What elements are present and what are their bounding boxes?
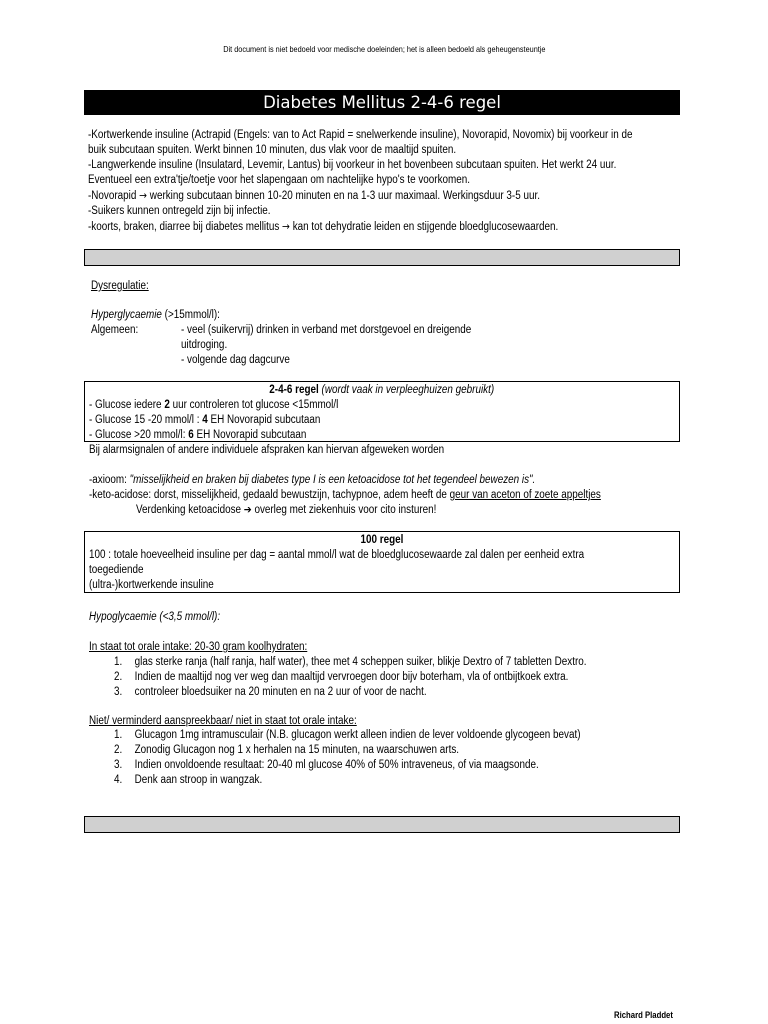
row3-c: EH Novorapid subcutaan <box>193 429 307 441</box>
row1-a: - Glucose iedere <box>89 399 165 411</box>
hypoglycaemie-heading <box>89 610 241 625</box>
list-item <box>114 728 581 743</box>
item-number: 2. <box>114 744 123 756</box>
row3-a: - Glucose >20 mmol/l: <box>89 429 189 441</box>
alarm-text: Bij alarmsignalen of andere individuele afspraken kan hiervan afgeweken worden <box>89 444 445 456</box>
axioom-line <box>89 473 608 488</box>
list-item <box>114 773 581 788</box>
intro-line-4: Eventueel een extra'tje/toetje voor het slapengaan om nachtelijke hypo's te voorkomen. <box>88 174 471 186</box>
oral-heading-text: In staat tot orale intake: 20-30 gram koolhydraten: <box>89 641 308 653</box>
list-item <box>114 670 587 685</box>
right-arrow-icon: → <box>139 189 148 202</box>
item-number: 1. <box>114 656 123 668</box>
item-number: 3. <box>114 759 123 771</box>
item-text: Zonodig Glucagon nog 1 x herhalen na 15 minuten, na waarschuwen arts. <box>134 744 460 756</box>
item-text: Indien onvoldoende resultaat: 20-40 ml glucose 40% of 50% intraveneus, of via maagsonde. <box>134 759 539 771</box>
dysregulatie-heading <box>91 279 158 294</box>
hyperglycaemie-heading <box>91 308 241 323</box>
rule-246-row-3 <box>89 428 596 443</box>
item-number: 1. <box>114 729 123 741</box>
item-text: controleer bloedsuiker na 20 minuten en na 2 uur of voor de nacht. <box>134 686 427 698</box>
rule-246-row-1 <box>89 398 596 413</box>
intro-line-7-end: kan tot dehydratie leiden en stijgende bloedglucosewaarden. <box>289 221 559 233</box>
hypo-heading-text: Hypoglycaemie (<3,5 mmol/l): <box>89 611 221 623</box>
hyper-list <box>181 323 519 368</box>
rule-100-box <box>84 531 680 593</box>
dysregulatie-label: Dysregulatie: <box>91 280 149 292</box>
oral-intake-heading <box>89 640 343 655</box>
intro-line-1: -Kortwerkende insuline (Actrapid (Engels: van to Act Rapid = snelwerkende insuline), Novorapid, Novomix) bij voorkeur in de <box>88 129 633 141</box>
list-item <box>114 685 587 700</box>
item-number: 4. <box>114 774 123 786</box>
oral-intake-list <box>114 655 663 700</box>
rule-246-rows <box>85 398 679 443</box>
section-divider-bar <box>84 816 680 833</box>
keto-underlined: geur van aceton of zoete appeltjes <box>449 489 601 501</box>
row3-b: 6 <box>188 429 194 441</box>
intro-line-2: buik subcutaan spuiten. Werkt binnen 10 minuten, dus vlak voor de maaltijd spuiten. <box>88 144 457 156</box>
intro-line-7-start: -koorts, braken, diarree bij diabetes mellitus <box>88 221 283 233</box>
non-oral-list <box>114 728 656 788</box>
axioom-label: -axioom: <box>89 474 130 486</box>
right-arrow-icon: → <box>282 220 290 233</box>
list-item <box>114 758 581 773</box>
algemeen-label-text: Algemeen: <box>91 324 139 336</box>
intro-line-5-end: werking subcutaan binnen 10-20 minuten en na 1-3 uur maximaal. Werkingsduur 3-5 uur. <box>147 190 540 202</box>
item-number: 3. <box>114 686 123 698</box>
intro-line-5-start: -Novorapid <box>88 190 140 202</box>
item-text: Indien de maaltijd nog ver weg dan maaltijd vervroegen door bijv boterham, vla of ontbijtkoek extra. <box>134 671 569 683</box>
rule-100-body <box>85 548 679 593</box>
keto-line <box>89 488 684 503</box>
item-text: Glucagon 1mg intramusculair (N.B. glucagon werkt alleen indien de lever voldoende glycogeen bevat) <box>134 729 581 741</box>
non-oral-heading <box>89 714 400 729</box>
axioom-quote: "misselijkheid en braken bij diabetes type I is een ketoacidose tot het tegendeel bewezen is". <box>129 474 536 486</box>
keto-text: -keto-acidose: dorst, misselijkheid, gedaald bewustzijn, tachypnoe, adem heeft de <box>89 489 450 501</box>
alarm-note <box>89 443 502 458</box>
row1-c: uur controleren tot glucose <15mmol/l <box>169 399 339 411</box>
intro-line-5 <box>88 188 633 204</box>
rule-100-line-1: 100 : totale hoeveelheid insuline per dag = aantal mmol/l wat de bloedglucosewaarde zal dalen per eenheid extra <box>89 549 585 561</box>
rule-246-title-bold: 2-4-6 regel <box>269 384 320 396</box>
rule-246-box <box>84 381 680 442</box>
row2-b: 4 <box>202 414 208 426</box>
author-name: Richard Pladdet <box>614 1010 673 1020</box>
list-item <box>114 655 587 670</box>
rule-100-line-2: toegediende <box>89 564 144 576</box>
hyper-heading-tail: (>15mmol/l): <box>161 309 220 321</box>
non-oral-heading-text: Niet/ verminderd aanspreekbaar/ niet in staat tot orale intake: <box>89 715 357 727</box>
item-text: glas sterke ranja (half ranja, half water), thee met 4 scheppen suiker, blikje Dextro of 7 tabletten Dextro. <box>134 656 587 668</box>
hyper-item-1: - veel (suikervrij) drinken in verband met dorstgevoel en dreigende <box>181 324 472 336</box>
rule-246-title <box>85 382 679 398</box>
rule-100-title-text: 100 regel <box>360 534 404 546</box>
intro-line-7 <box>88 219 633 235</box>
rule-246-row-2 <box>89 413 596 428</box>
rule-100-line-3: (ultra-)kortwerkende insuline <box>89 579 214 591</box>
intro-line-3: -Langwerkende insuline (Insulatard, Levemir, Lantus) bij voorkeur in het bovenbeen subcutaan spuiten. Het werkt 24 uur. <box>88 159 617 171</box>
list-item <box>114 743 581 758</box>
section-divider-bar <box>84 249 680 266</box>
verdenking-end: overleg met ziekenhuis voor cito insturen! <box>251 504 437 516</box>
intro-line-6: -Suikers kunnen ontregeld zijn bij infectie. <box>88 205 271 217</box>
verdenking-text: Verdenking ketoacidose <box>136 504 244 516</box>
author-footer <box>614 1010 683 1020</box>
row2-c: EH Novorapid subcutaan <box>207 414 321 426</box>
intro-section <box>88 128 721 235</box>
document-title: Diabetes Mellitus 2-4-6 regel <box>84 90 680 115</box>
item-number: 2. <box>114 671 123 683</box>
rule-246-title-note: (wordt vaak in verpleeghuizen gebruikt) <box>319 384 495 396</box>
row2-a: - Glucose 15 -20 mmol/l : <box>89 414 203 426</box>
hyper-heading-text: Hyperglycaemie <box>91 309 162 321</box>
hyper-item-1-cont: uitdroging. <box>181 339 228 351</box>
verdenking-line <box>136 502 485 518</box>
item-text: Denk aan stroop in wangzak. <box>134 774 263 786</box>
rule-100-title <box>85 532 679 548</box>
hyper-item-2: - volgende dag dagcurve <box>181 354 290 366</box>
algemeen-label <box>91 323 146 338</box>
disclaimer: Dit document is niet bedoeld voor medische doeleinden; het is alleen bedoeld als geheugensteuntje <box>222 44 546 54</box>
bold-right-arrow-icon: ➔ <box>243 503 252 516</box>
row1-b: 2 <box>164 399 170 411</box>
